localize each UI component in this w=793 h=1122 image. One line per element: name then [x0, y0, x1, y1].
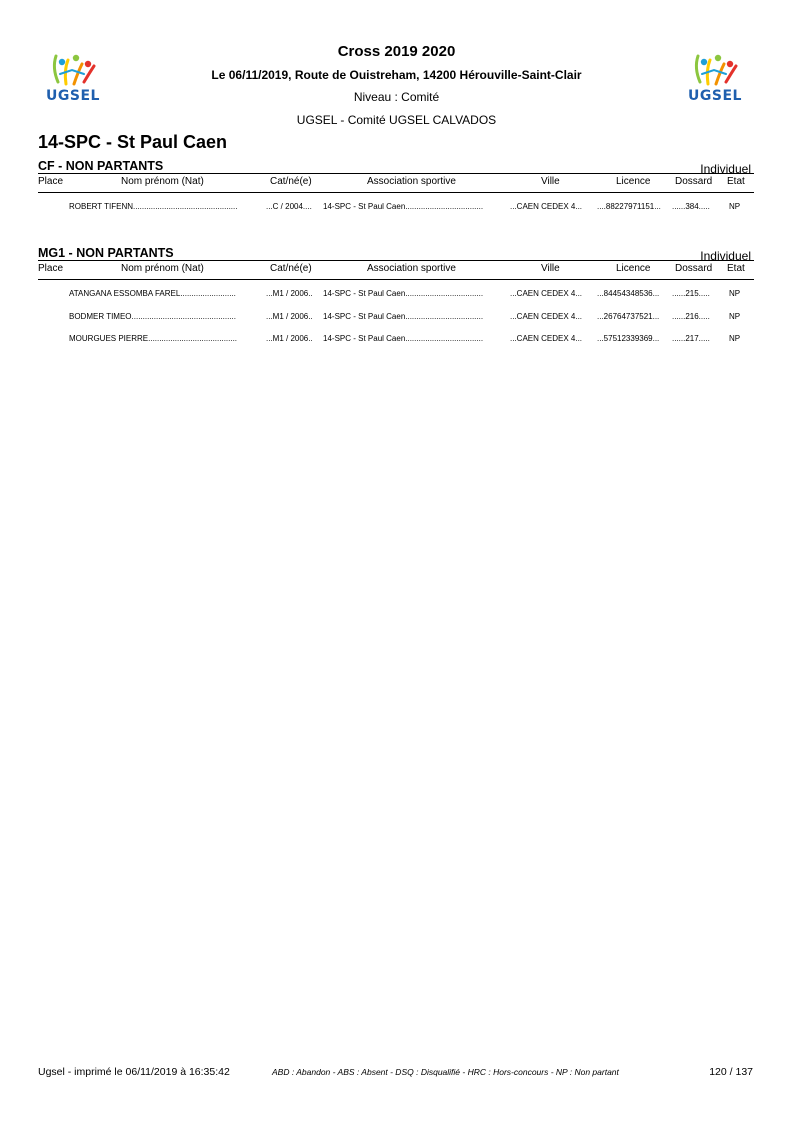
table-row — [38, 326, 754, 349]
cell-etat: NP — [729, 311, 741, 321]
cell-etat: NP — [729, 289, 741, 298]
cell-licence: ...57512339369... — [597, 334, 660, 343]
col-name: Nom prénom (Nat) — [121, 176, 204, 187]
col-etat: Etat — [727, 176, 745, 187]
cell-ville: ...CAEN CEDEX 4... — [510, 334, 583, 343]
cell-cat: ...C / 2004.... — [266, 202, 312, 211]
cell-licence: ....88227971151... — [597, 202, 661, 211]
cell-cat: ...M1 / 2006.. — [266, 289, 313, 298]
table-row — [38, 304, 754, 327]
results-section — [38, 244, 754, 349]
cell-assoc: 14-SPC - St Paul Caen................................... — [323, 334, 484, 343]
table-row — [38, 194, 754, 217]
cell-assoc: 14-SPC - St Paul Caen................................... — [323, 202, 484, 211]
cell-licence: ...26764737521... — [597, 311, 660, 321]
footer-printed: Ugsel - imprimé le 06/11/2019 à 16:35:42 — [38, 1066, 230, 1078]
footer-legend: ABD : Abandon - ABS : Absent - DSQ : Disqualifié - HRC : Hors-concours - NP : Non partant — [272, 1067, 619, 1077]
results-section — [38, 157, 754, 217]
cell-dossard: ......215..... — [672, 289, 710, 298]
cell-cat: ...M1 / 2006.. — [266, 311, 313, 321]
col-licence: Licence — [616, 176, 651, 187]
cell-etat: NP — [729, 334, 741, 343]
cell-name: ROBERT TIFENN............................................... — [69, 202, 238, 211]
col-name: Nom prénom (Nat) — [121, 263, 204, 274]
col-etat: Etat — [727, 263, 745, 274]
col-dossard: Dossard — [675, 263, 713, 274]
cell-cat: ...M1 / 2006.. — [266, 334, 313, 343]
divider — [38, 279, 754, 280]
club-title: 14-SPC - St Paul Caen — [38, 132, 228, 152]
cell-licence: ...84454348536... — [597, 289, 660, 298]
section-type: Individuel — [700, 249, 751, 263]
col-ville: Ville — [541, 263, 560, 274]
section-type: Individuel — [700, 162, 751, 176]
cell-etat: NP — [729, 202, 741, 211]
cell-assoc: 14-SPC - St Paul Caen................................... — [323, 311, 484, 321]
event-level: Niveau : Comité — [353, 90, 440, 104]
cell-name: ATANGANA ESSOMBA FAREL......................... — [69, 289, 236, 298]
col-place: Place — [38, 176, 64, 187]
event-title: Cross 2019 2020 — [337, 43, 456, 60]
col-licence: Licence — [616, 263, 651, 274]
col-ville: Ville — [541, 176, 560, 187]
event-date-location: Le 06/11/2019, Route de Ouistreham, 14200 Hérouville-Saint-Clair — [211, 68, 582, 82]
cell-assoc: 14-SPC - St Paul Caen................................... — [323, 289, 484, 298]
cell-ville: ...CAEN CEDEX 4... — [510, 202, 583, 211]
col-assoc: Association sportive — [367, 176, 456, 187]
section-title: MG1 - NON PARTANTS — [38, 246, 174, 260]
cell-dossard: ......217..... — [672, 334, 710, 343]
cell-ville: ...CAEN CEDEX 4... — [510, 311, 583, 321]
column-headers — [38, 261, 754, 279]
divider — [38, 192, 754, 193]
event-organisation: UGSEL - Comité UGSEL CALVADOS — [296, 113, 497, 127]
col-cat: Cat/né(e) — [270, 176, 312, 187]
col-place: Place — [38, 263, 64, 274]
col-cat: Cat/né(e) — [270, 263, 312, 274]
col-dossard: Dossard — [675, 176, 713, 187]
logo-text: UGSEL — [46, 88, 100, 104]
column-headers — [38, 174, 754, 192]
cell-dossard: ......216..... — [672, 311, 710, 321]
cell-name: MOURGUES PIERRE........................................ — [69, 334, 238, 343]
table-row — [38, 281, 754, 304]
section-title: CF - NON PARTANTS — [38, 159, 164, 173]
cell-name: BODMER TIMEO............................................... — [69, 311, 236, 321]
logo-text: UGSEL — [688, 88, 742, 104]
cell-ville: ...CAEN CEDEX 4... — [510, 289, 583, 298]
page-number: 120 / 137 — [709, 1066, 753, 1078]
col-assoc: Association sportive — [367, 263, 456, 274]
cell-dossard: ......384..... — [672, 202, 710, 211]
